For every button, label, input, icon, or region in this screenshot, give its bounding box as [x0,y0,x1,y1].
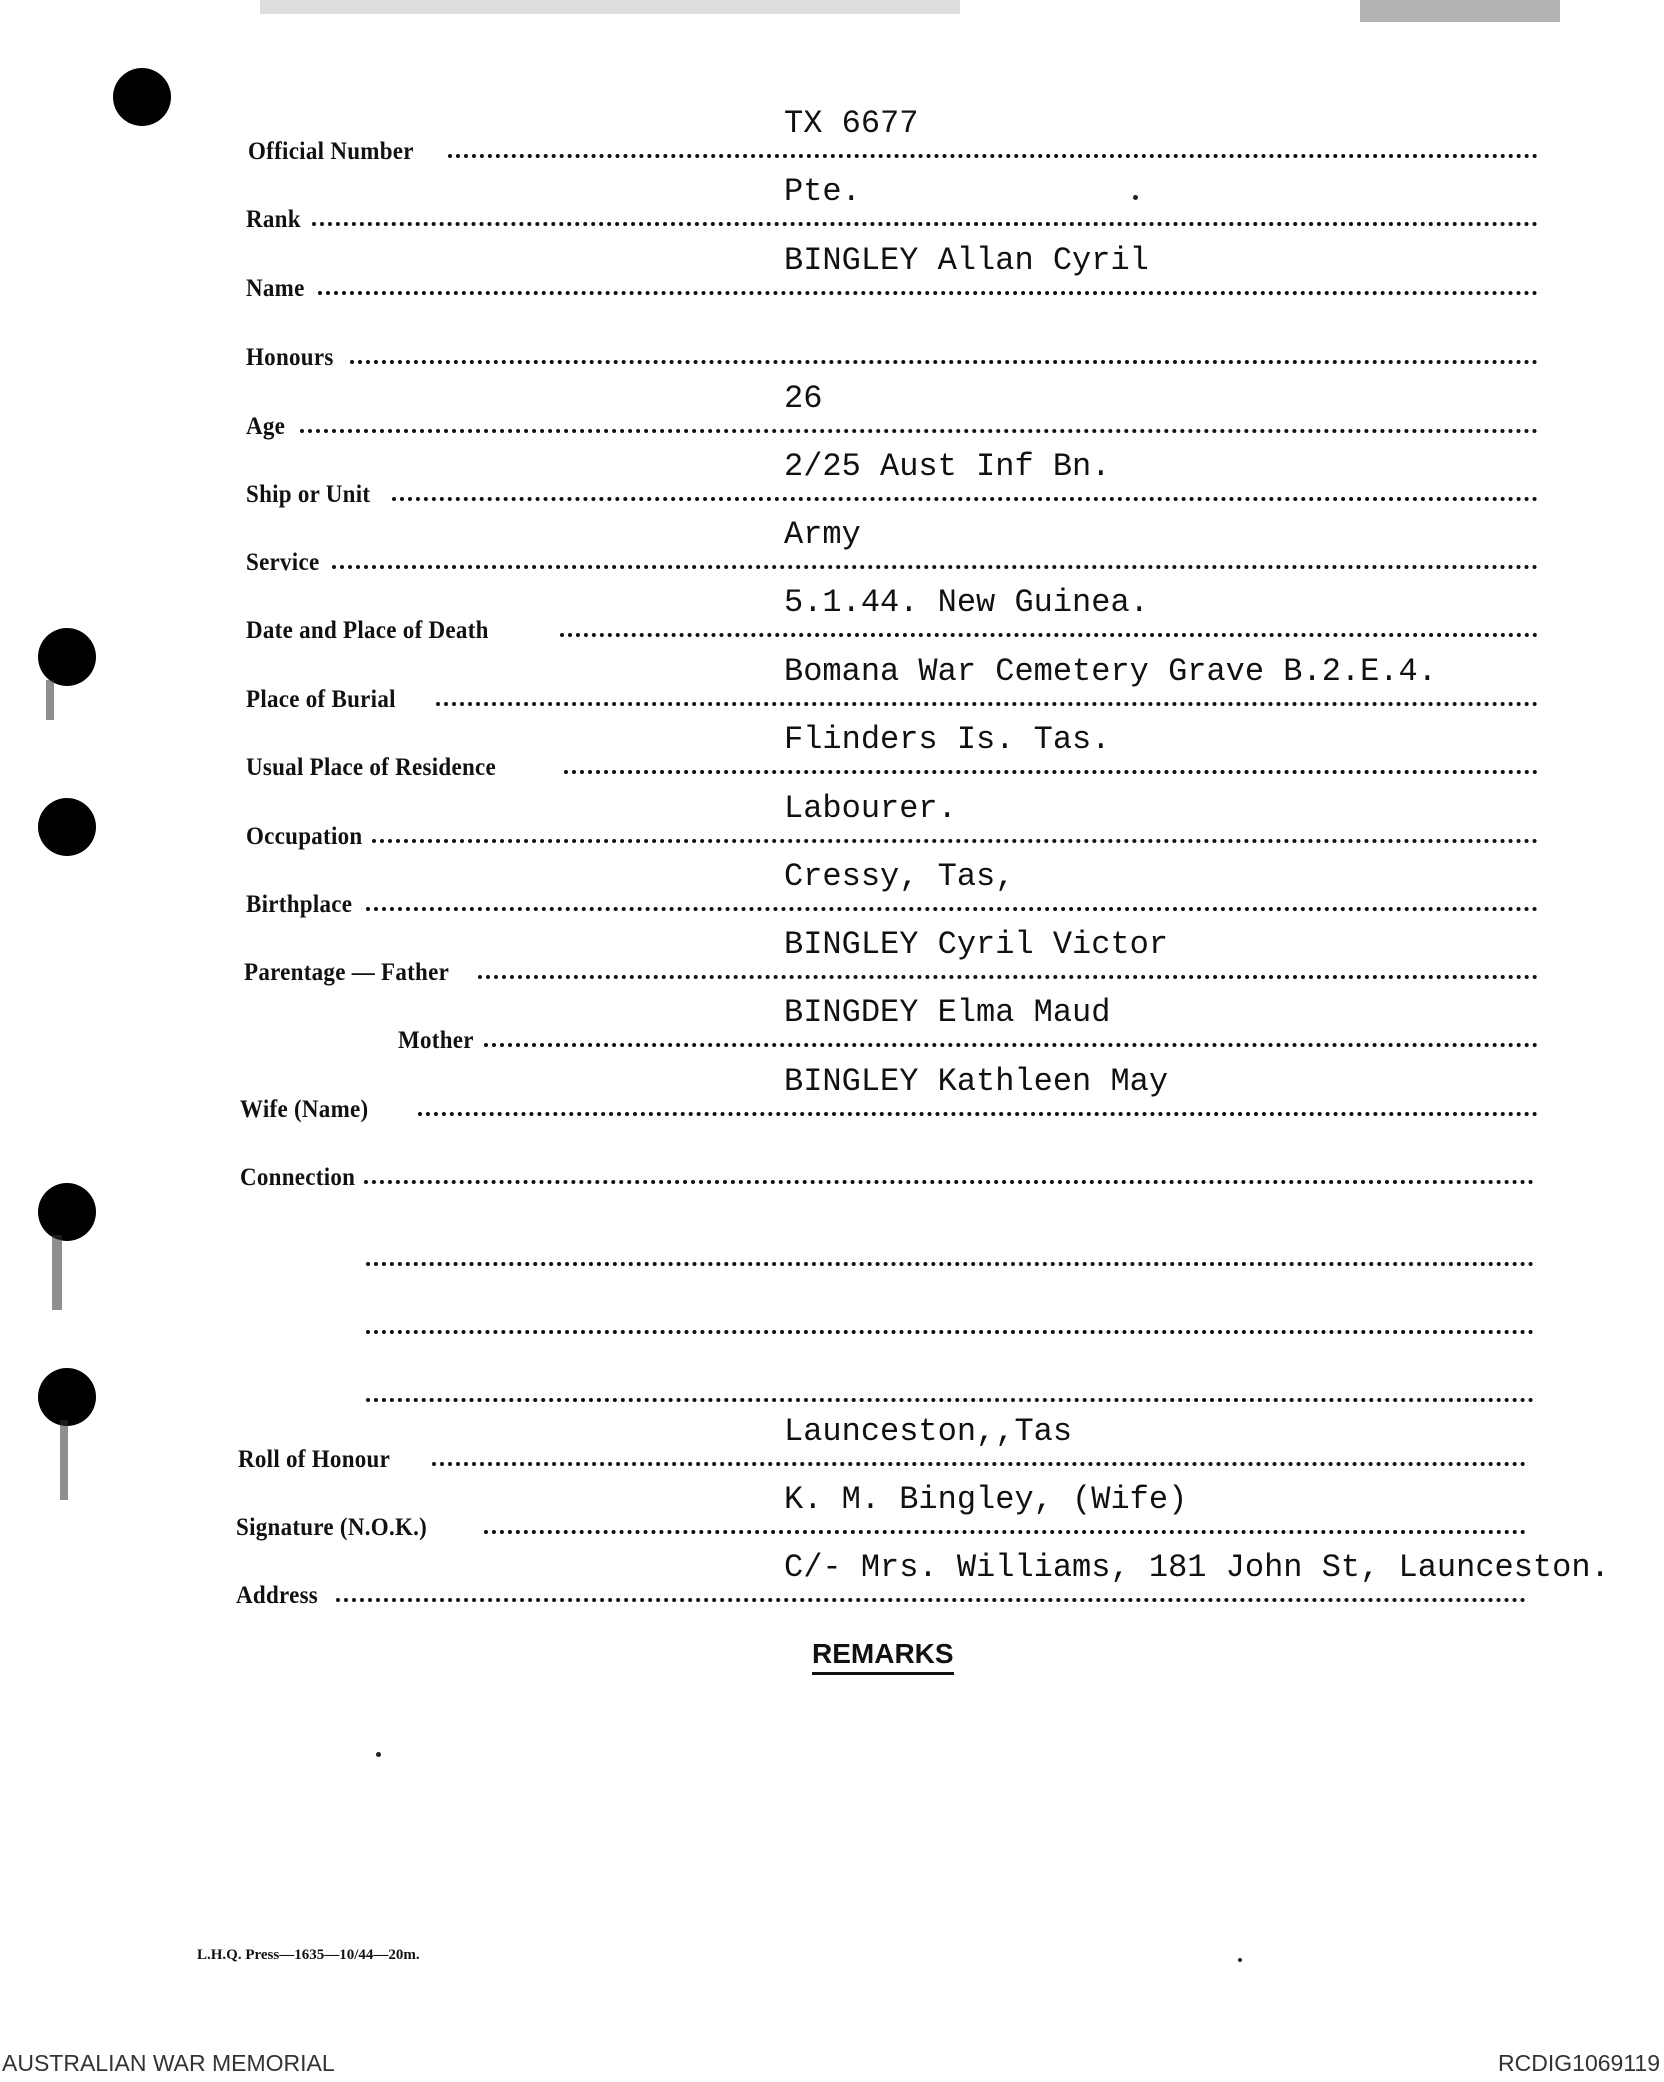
field-connection [0,1138,1664,1198]
field-value: Army [784,516,861,553]
dotted-line [366,1330,1534,1334]
field-mother [0,994,1664,1061]
dotted-line [312,222,1538,226]
field-value: C/- Mrs. Williams, 181 John St, Launceston. [784,1549,1610,1586]
remarks-heading: REMARKS [812,1638,954,1675]
field-label: Birthplace [246,891,353,918]
dotted-line [366,1262,1534,1266]
field-label: Usual Place of Residence [246,754,497,781]
field-label: Ship or Unit [246,481,371,508]
field-place-of-burial [0,653,1664,720]
dotted-line [366,1398,1534,1402]
field-value: Pte. [784,173,861,210]
field-age [0,380,1664,447]
field-label: Parentage — Father [244,959,450,986]
dotted-line [484,1530,1526,1534]
footer-institution: AUSTRALIAN WAR MEMORIAL [2,2050,335,2076]
dotted-line [478,975,1538,979]
field-label: Age [246,413,286,440]
field-label: Connection [240,1164,356,1191]
field-label: Occupation [246,823,363,850]
field-value: BINGLEY Kathleen May [784,1063,1169,1100]
field-ship-or-unit [0,448,1664,515]
dotted-line [560,633,1538,637]
field-label: Date and Place of Death [246,617,489,644]
field-official-number [0,105,1664,172]
field-father [0,926,1664,993]
field-usual-residence [0,721,1664,788]
dotted-line [436,702,1538,706]
dotted-line [366,907,1538,911]
field-value: 5.1.44. New Guinea. [784,584,1149,621]
field-label: Address [236,1582,319,1609]
field-address [0,1549,1664,1616]
dotted-line [318,291,1538,295]
field-value: Launceston,,Tas [784,1413,1073,1450]
dotted-line [372,839,1538,843]
scan-speck [1238,1958,1242,1962]
field-value: 2/25 Aust Inf Bn. [784,448,1111,485]
field-value: TX 6677 [784,105,919,142]
dotted-line [336,1598,1526,1602]
field-label: Official Number [248,138,414,165]
field-label: Roll of Honour [238,1446,391,1473]
field-value: BINGDEY Elma Maud [784,994,1111,1031]
field-value: K. M. Bingley, (Wife) [784,1481,1188,1518]
dotted-line [564,770,1538,774]
dotted-line [392,497,1538,501]
scan-speck [376,1752,381,1757]
field-value: BINGLEY Cyril Victor [784,926,1169,963]
field-roll-of-honour [0,1413,1664,1480]
field-label: Mother [398,1027,474,1054]
field-date-place-of-death [0,584,1664,651]
punch-hole [38,1368,96,1426]
field-value: Bomana War Cemetery Grave B.2.E.4. [784,653,1437,690]
field-label: Place of Burial [246,686,396,713]
dotted-line [448,154,1538,158]
scan-noise [1360,0,1560,22]
field-label: Honours [246,344,334,371]
field-occupation [0,790,1664,857]
field-value: Flinders Is. Tas. [784,721,1111,758]
field-service [0,516,1664,583]
field-wife-name [0,1063,1664,1130]
dotted-line [432,1462,1526,1466]
scan-noise [260,0,960,14]
field-birthplace [0,858,1664,925]
dotted-line [300,429,1538,433]
scan-smudge [52,1235,62,1310]
dotted-line [484,1043,1538,1047]
field-label: Name [246,275,305,302]
dotted-line [418,1112,1538,1116]
field-signature-nok [0,1481,1664,1548]
field-value: Labourer. [784,790,957,827]
field-label: Wife (Name) [240,1096,369,1123]
footer-catalogue-id: RCDIG1069119 [1498,2050,1660,2076]
field-label: Rank [246,206,301,233]
field-label: Service [246,549,320,576]
dotted-line [332,565,1538,569]
dotted-line [364,1180,1534,1184]
field-honours [0,318,1664,378]
field-value: 26 [784,380,823,417]
field-name [0,242,1664,309]
dotted-line [350,360,1538,364]
field-value: Cressy, Tas, [784,858,1015,895]
field-rank [0,173,1664,240]
field-label: Signature (N.O.K.) [236,1514,428,1541]
field-value: BINGLEY Allan Cyril [784,242,1149,279]
printer-imprint: L.H.Q. Press—1635—10/44—20m. [197,1947,420,1963]
